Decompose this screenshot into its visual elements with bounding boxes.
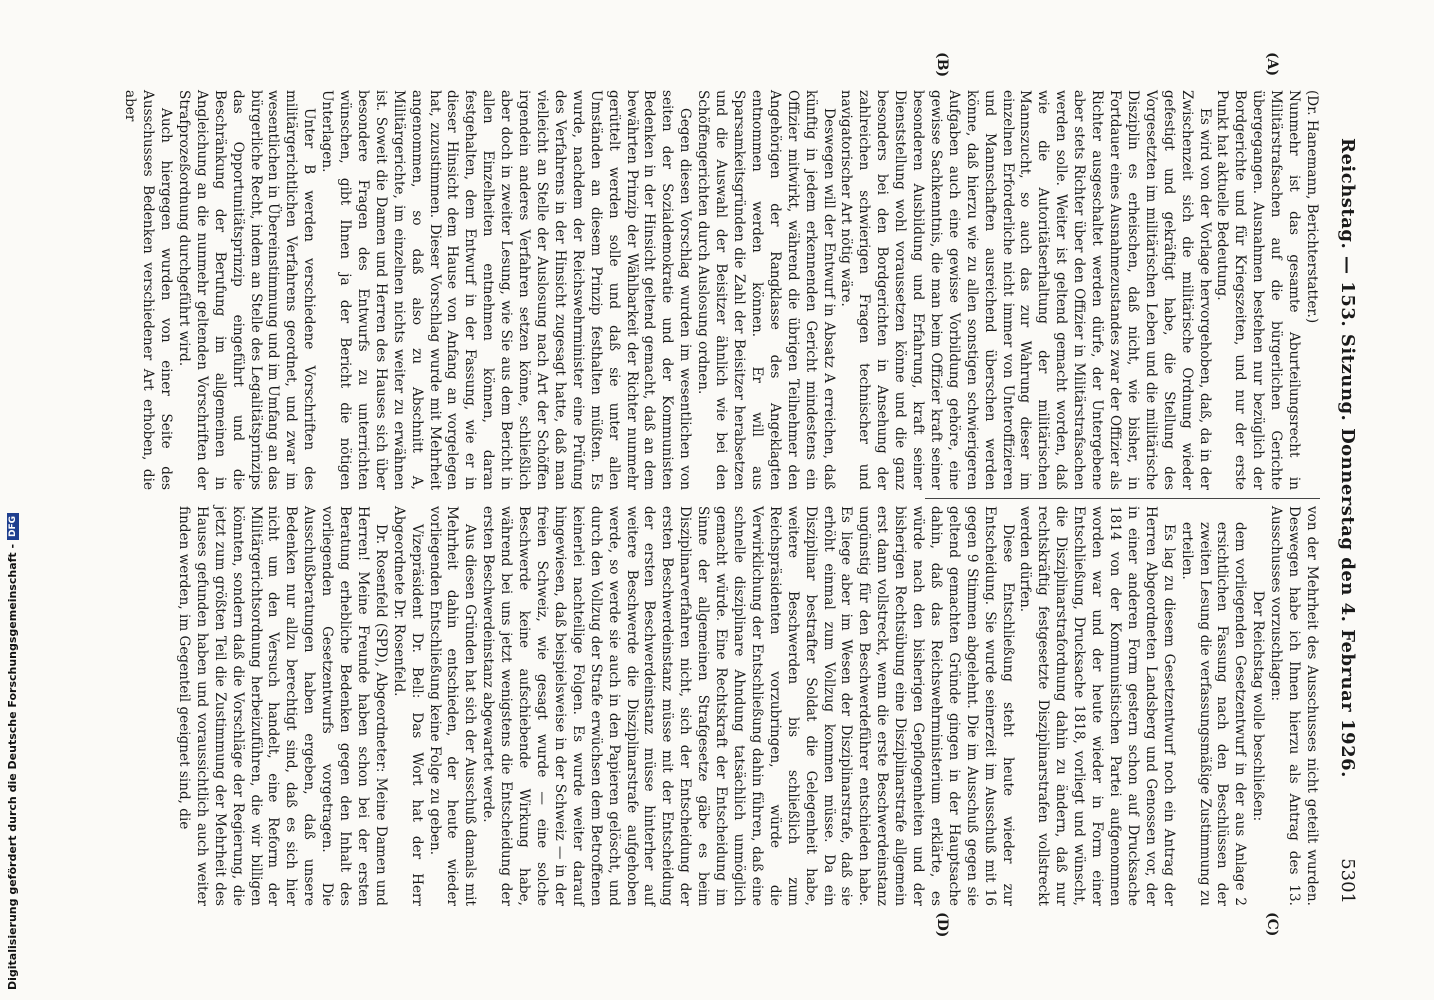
margin-marker-c: (C) (1264, 912, 1280, 937)
paragraph: Es wird von der Vorlage hervorgehoben, daß, da in der Zwischenzeit sich die militärische Ordnung wieder gefestigt und gekräftigt habe, die Stellung des Vorgesetzten im militärischen Leben und die militärische Disziplin es erheischen, daß nicht, wie bisher, in Fortdauer eines Ausnahmezustandes zwar der Offizier als Richter ausgeschaltet werden dürfe, der Untergebene aber stets Richter über den Offizier in Militärstrafsachen werden solle. Weiter ist geltend gemacht worden, daß wie die Autoritätserhaltung der militärischen Mannszucht, so auch das zur Wahrung dieser im einzelnen Erforderliche nicht immer von Unteroffizieren und Mannschaften ausreichend überschen werden könne, daß hierzu wie zu allen sonstigen schwierigeren Aufgaben auch eine gewisse Vorbildung gehöre, eine gewisse Sachkenntnis, die man beim Offizier kraft seiner besonderen Ausbildung und Erfahrung, kraft seiner Dienststellung wohl voraussetzen könne und die ganz besonders bei den Bordgerichten in Ansehung der zahlreichen schwierigen Fragen technischer und navigatorischer Art nötig wäre. (838, 90, 1213, 490)
digitization-credit (6, 513, 19, 990)
credit-text: Digitalisierung gefördert durch die Deutsche Forschungsgemeinschaft - (6, 543, 19, 990)
paragraph: Gegen diesen Vorschlag wurden im wesentlichen von seiten der Sozialdemokratie und der Kommunisten Bedenken in der Hinsicht geltend gemacht, daß an dem bewährten Prinzip der Wählbarkeit der Richter nunmehr gerüttelt werden solle und daß sie unter allen Umständen an diesem Prinzip festhalten müßten. Es wurde, nachdem der Reichswehrminister eine Prüfung des Verfahrens in der Hinsicht zugesagt hatte, daß man vielleicht an Stelle der Auslosung nach Art der Schöffen irgendein anderes Verfahren setzen könne, schließlich aber doch in zweiter Lesung, wie Sie aus dem Bericht in allen Einzelheiten entnehmen können, daran festgehalten, dem Entwurf in der Fassung, wie er in dieser Hinsicht dem Hause von Anfang an vorgelegen hat, zuzustimmen. Dieser Vorschlag wurde mit Mehrheit angenommen, so daß also zu Abschnitt A, Militärgerichte, im einzelnen nichts weiter zu erwähnen ist. Soweit die Damen und Herren des Hauses sich über besondere Fragen des Entwurfs zu unterrichten wünschen, gibt Ihnen ja der Bericht die nötigen Unterlagen. (319, 90, 694, 490)
page-number: 5301 (1337, 858, 1358, 904)
paragraph: Deswegen will der Entwurf in Absatz A erreichen, daß künftig in jedem erkennenden Gericht mindestens ein Offizier mitwirkt, während die übrigen Teilnehmer den Angehörigen der Rangklasse des Angeklagten entnommen werden können. Er will aus Sparsamkeitsgründen die Zahl der Beisitzer herabsetzen und die Auswahl der Beisitzer ähnlich wie bei den Schöffengerichten durch Auslosung ordnen. (695, 90, 837, 490)
paragraph: (Dr. Hanemann, Berichterstatter.) (1304, 90, 1320, 324)
paragraph: dem vorliegenden Gesetzentwurf in der aus Anlage 2 ersichtlichen Fassung nach den Beschlüssen der zweiten Lesung die verfassungsmäßige Zustimmung zu erteilen. (1178, 522, 1249, 906)
rotated-document-page (115, 52, 1360, 938)
paragraph: Dr. Rosenfeld (SPD), Abgeordneter: Meine Damen und Herren! Meine Freunde haben schon bei der ersten Beratung erhebliche Bedenken gegen den Inhalt des vorliegenden Gesetzentwurfs vorgetragen. Die Ausschußberatungen haben ergeben, daß unsere Bedenken nur allzu berechtigt sind, daß es sich hier nicht um den Versuch handelt, eine Reform der Militärgerichtsordnung herbeizuführen, die wir billigen könnten, sondern daß die Vorschläge der Regierung, die jetzt zum größten Teil die Zustimmung der Mehrheit des Hauses gefunden haben und voraussichtlich auch weiter finden werden, im Gegenteil geeignet sind, die (175, 506, 389, 906)
margin-marker-b: (B) (934, 52, 950, 78)
header-title: Reichstag. — 153. Sitzung. Donnerstag den 4. Februar 1926. (1337, 138, 1358, 778)
paragraph: Der Reichstag wolle beschließen: (1250, 590, 1267, 822)
right-text-column (174, 506, 1320, 906)
paragraph: Nunmehr ist das gesamte Aburteilungsrecht in Militärstrafsachen auf die bürgerlichen Gerichte übergegangen. Ausnahmen bestehen nur bezüglich der Bordgerichte und für Kriegszeiten, und nur der erste Punkt hat aktuelle Bedeutung. (1214, 90, 1303, 490)
paragraph: Vizepräsident Dr. Bell: Das Wort hat der Herr Abgeordnete Dr. Rosenfeld. (390, 506, 425, 906)
page-header (1334, 78, 1360, 918)
paragraph: Unter B werden verschiedene Vorschriften des militärgerichtlichen Verfahrens geordnet, und zwar im wesentlichen in Übereinstimmung und im Umfang an das bürgerliche Recht, indem an Stelle des Legalitätsprinzips das Opportunitätsprinzip eingeführt und die Beschränkung der Berufung im allgemeinen in Angleichung an die nunmehr geltenden Vorschriften der Strafprozeßordnung durchgeführt wird. (175, 90, 318, 490)
paragraph: Es lag zu diesem Gesetzentwurf noch ein Antrag der Herren Abgeordneten Landsberg und Genossen vor, der in einer anderen Form gestern schon auf Drucksache 1814 von der Kommunistischen Partei aufgenommen worden war und der heute wieder in Form einer Entschließung, Drucksache 1818, vorliegt und wünscht, die Disziplinarstrafordnung dahin zu ändern, daß nur rechtskräftig festgesetzte Disziplinarstrafen vollstreckt werden dürfen. (1017, 506, 1177, 906)
left-text-column (120, 90, 1320, 490)
margin-marker-d: (D) (934, 912, 950, 938)
paragraph: von der Mehrheit des Ausschusses nicht geteilt wurden. Deswegen habe ich Ihnen hierzu als Antrag des 13. Ausschusses vorzuschlagen: (1268, 506, 1320, 906)
dfg-logo-badge: DFG (7, 513, 19, 540)
column-divider (925, 498, 1320, 499)
paragraph: Auch hiergegen wurden von einer Seite des Ausschusses Bedenken verschiedener Art erhoben, die aber (122, 90, 174, 490)
paragraph: Aus diesen Gründen hat sich der Ausschuß damals mit Mehrheit dahin entschieden, der heute wieder vorliegenden Entschließung keine Folge zu geben. (426, 506, 479, 906)
margin-marker-a: (A) (1264, 52, 1280, 77)
paragraph: Diese Entschließung steht heute wieder zur Entscheidung. Sie wurde seinerzeit im Ausschuß mit 16 gegen 9 Stimmen abgelehnt. Die im Ausschuß gegen sie geltend gemachten Gründe gingen in der Hauptsache dahin, daß das Reichswehrministerium erklärte, es würde nach den bisherigen Gepflogenheiten und der bisherigen Rechtsübung eine Disziplinarstrafe allgemein erst dann vollstreckt, wenn die erste Beschwerdeinstanz ungünstig für den Beschwerdeführer entschieden habe. Es liege aber im Wesen der Disziplinarstrafe, daß sie erhöht einmal zum Vollzug kommen müsse. Da ein Disziplinar bestrafter Soldat die Gelegenheit habe, weitere Beschwerden bis schließlich zum Reichspräsidenten vorzubringen, würde die Verwirklichung der Entschließung dahin führen, daß eine schnelle disziplinare Ahndung tatsächlich unmöglich gemacht würde. Eine Rechtskraft der Entscheidung im Sinne der allgemeinen Strafgesetze gäbe es beim Disziplinarverfahren nicht, sich der Entscheidung der ersten Beschwerdeinstanz müsse mit der Entscheidung der ersten Beschwerdeinstanz müsse hinterher auf weitere Beschwerde die Disziplinarstrafe aufgehoben werde, so werde sie auch in den Papieren gelöscht, und durch den Vollzug der Strafe erwüchsen dem Betroffenen keinerlei nachteilige Folgen. Es wurde weiter darauf hingewiesen, daß beispielsweise in der Schweiz — in der freien Schweiz, wie gesagt wurde — eine solche Beschwerde keine aufschiebende Wirkung habe, während bei uns jetzt wenigstens die Entscheidung der ersten Beschwerdeinstanz abgewartet werde. (480, 506, 1016, 906)
